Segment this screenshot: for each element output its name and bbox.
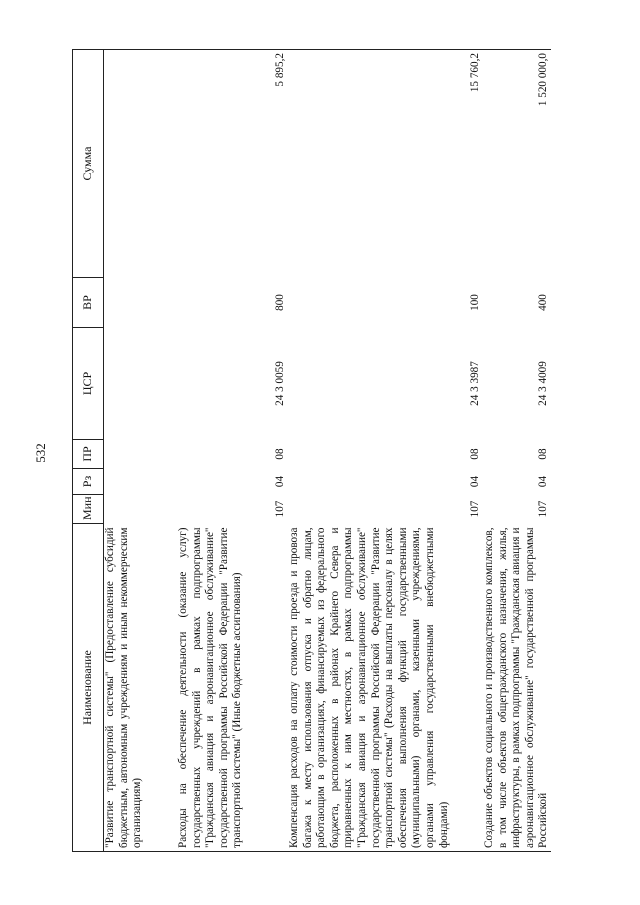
row-vr: 800 bbox=[274, 294, 287, 311]
row-pr bbox=[104, 440, 178, 469]
header-csr: ЦСР bbox=[73, 328, 104, 440]
table-header-row bbox=[73, 50, 104, 852]
row-csr: 24 3 3987 bbox=[469, 361, 482, 406]
row-min: 107 bbox=[537, 500, 550, 518]
row-vr: 100 bbox=[469, 294, 482, 311]
header-min: Мин bbox=[73, 495, 104, 524]
row-vr: 400 bbox=[537, 294, 550, 311]
table-row bbox=[288, 50, 483, 852]
page-number: 532 bbox=[33, 443, 48, 463]
table-row bbox=[177, 50, 288, 852]
row-rz: 04 bbox=[274, 475, 287, 488]
header-sum: Сумма bbox=[73, 50, 104, 278]
row-vr bbox=[104, 278, 178, 328]
row-sum: 15 760,2 bbox=[288, 50, 483, 278]
header-name: Наименование bbox=[73, 524, 104, 852]
row-sum: 1 520 000,0 bbox=[483, 50, 551, 278]
row-rz: 04 bbox=[537, 475, 550, 488]
row-min: 107 bbox=[274, 500, 287, 518]
row-sum: 5 895,2 bbox=[177, 50, 288, 278]
rotated-page bbox=[72, 50, 550, 852]
table-row bbox=[104, 50, 178, 852]
row-pr: 08 bbox=[537, 448, 550, 460]
header-vr: ВР bbox=[73, 278, 104, 328]
row-name: Создание объектов социального и производственного комплексов, в том числе объектов общегражданского назначения, жилья, инфраструктуры, в рамках подпрограммы "Гражданская авиация и аэронавигационное обслуживание" государственной программы Российской bbox=[483, 524, 551, 852]
row-csr bbox=[104, 328, 178, 440]
row-name: Компенсация расходов на оплату стоимости проезда и провоза багажа к месту использования отпуска и обратно лицам, работающим в организациях, финансируемых из федерального бюджета, расположенных в районах Крайнего Севера и приравненных к ним местностях, в рамках подпрограммы "Гражданская авиация и аэронавигационное обслуживание" государственной программы Российской Федерации "Развитие транспортной системы" (Расходы на выплаты персоналу в целях обеспечения выполнения функций государственными (муниципальными) органами, казенными учреждениями, органами управления государственными внебюджетными фондами) bbox=[288, 524, 483, 852]
row-sum bbox=[104, 50, 178, 278]
row-pr: 08 bbox=[274, 448, 287, 460]
budget-table bbox=[72, 49, 551, 852]
row-name: Расходы на обеспечение деятельности (оказание услуг) государственных учреждений в рамках подпрограммы "Гражданская авиация и аэронавигационное обслуживание" государственной программы Российской Федерации "Развитие транспортной системы" (Иные бюджетные ассигнования) bbox=[177, 524, 288, 852]
table-row bbox=[483, 50, 551, 852]
row-pr: 08 bbox=[469, 448, 482, 460]
row-name: "Развитие транспортной системы" (Предоставление субсидий бюджетным, автономным учреждениям и иным некоммерческим организациям) bbox=[104, 524, 178, 852]
row-min: 107 bbox=[469, 500, 482, 518]
row-rz: 04 bbox=[469, 475, 482, 488]
row-csr: 24 3 4009 bbox=[537, 361, 550, 406]
header-rz: Рз bbox=[73, 469, 104, 495]
row-csr: 24 3 0059 bbox=[274, 361, 287, 406]
row-rz bbox=[104, 469, 178, 495]
header-pr: ПР bbox=[73, 440, 104, 469]
row-min bbox=[104, 495, 178, 524]
